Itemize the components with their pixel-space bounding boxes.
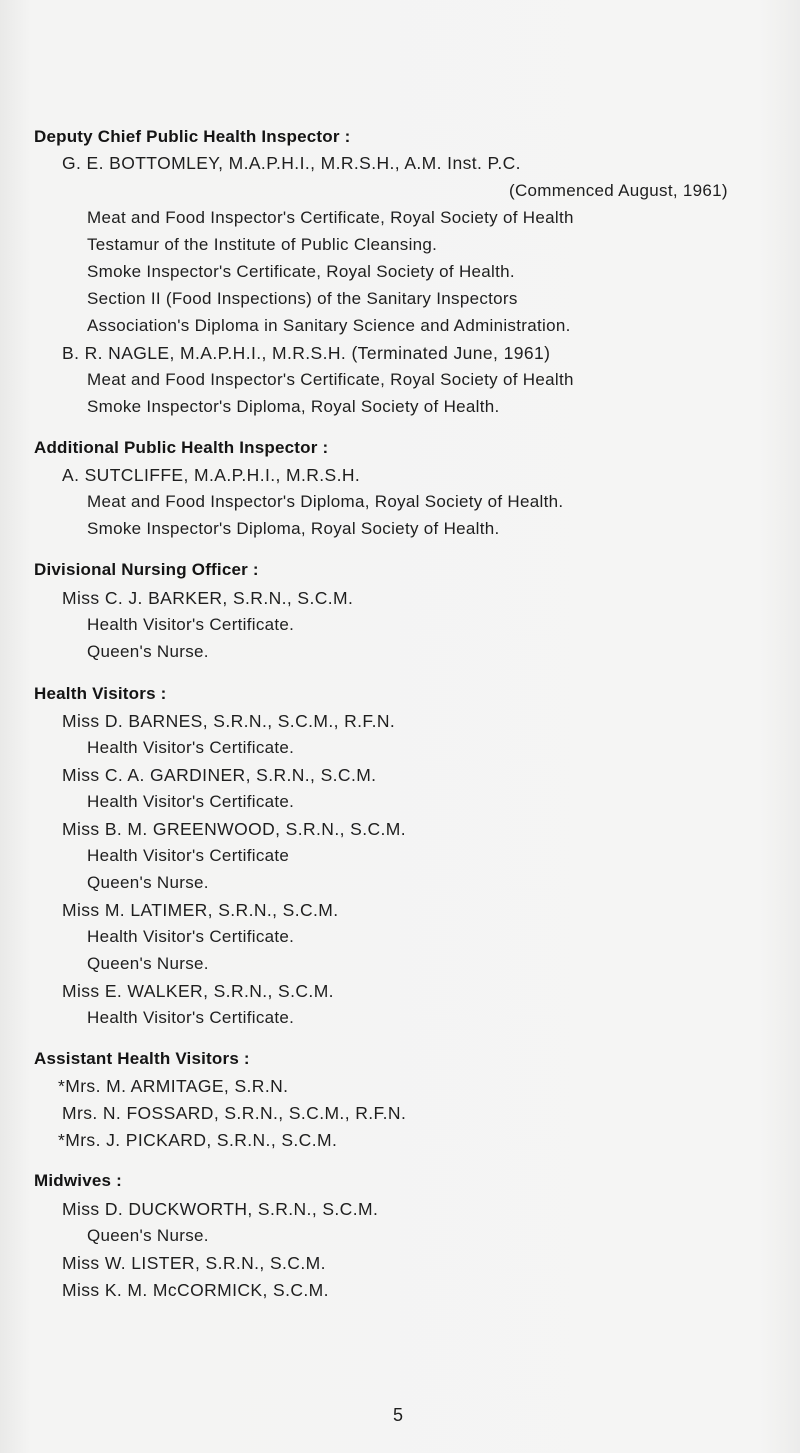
- staff-name: Mrs. N. FOSSARD, S.R.N., S.C.M., R.F.N.: [62, 1103, 407, 1123]
- staff-name: Miss E. WALKER, S.R.N., S.C.M.: [62, 981, 334, 1001]
- staff-name: Miss D. DUCKWORTH, S.R.N., S.C.M.: [62, 1199, 379, 1219]
- qualification: Association's Diploma in Sanitary Science and Administration.: [87, 316, 571, 335]
- section-heading-deputy-chief: Deputy Chief Public Health Inspector :: [34, 127, 351, 146]
- section-heading-assistant-health-visitors: Assistant Health Visitors :: [34, 1049, 250, 1068]
- staff-name: Miss K. M. McCORMICK, S.C.M.: [62, 1280, 329, 1300]
- staff-name: Miss M. LATIMER, S.R.N., S.C.M.: [62, 900, 339, 920]
- qualification: Section II (Food Inspections) of the Sanitary Inspectors: [87, 289, 518, 308]
- qualification: Testamur of the Institute of Public Cleansing.: [87, 235, 438, 254]
- section-heading-divisional-nursing-officer: Divisional Nursing Officer :: [34, 560, 259, 579]
- section-heading-additional-inspector: Additional Public Health Inspector :: [34, 438, 329, 457]
- staff-name: Miss D. BARNES, S.R.N., S.C.M., R.F.N.: [62, 711, 396, 731]
- qualification: Queen's Nurse.: [87, 873, 209, 892]
- staff-name: G. E. BOTTOMLEY, M.A.P.H.I., M.R.S.H., A.M. Inst. P.C.: [62, 153, 521, 173]
- staff-name: B. R. NAGLE, M.A.P.H.I., M.R.S.H. (Terminated June, 1961): [62, 343, 551, 363]
- qualification: Queen's Nurse.: [87, 1226, 209, 1245]
- qualification: Health Visitor's Certificate.: [87, 1008, 295, 1027]
- staff-name: Miss C. A. GARDINER, S.R.N., S.C.M.: [62, 765, 377, 785]
- section-heading-health-visitors: Health Visitors :: [34, 684, 167, 703]
- qualification: Health Visitor's Certificate.: [87, 738, 295, 757]
- staff-name: Miss C. J. BARKER, S.R.N., S.C.M.: [62, 588, 354, 608]
- qualification: Meat and Food Inspector's Certificate, Royal Society of Health: [87, 370, 574, 389]
- qualification: Smoke Inspector's Certificate, Royal Society of Health.: [87, 262, 515, 281]
- staff-name: A. SUTCLIFFE, M.A.P.H.I., M.R.S.H.: [62, 465, 361, 485]
- qualification: Smoke Inspector's Diploma, Royal Society of Health.: [87, 397, 500, 416]
- staff-name: *Mrs. J. PICKARD, S.R.N., S.C.M.: [58, 1130, 338, 1150]
- staff-name: *Mrs. M. ARMITAGE, S.R.N.: [58, 1076, 289, 1096]
- qualification: Smoke Inspector's Diploma, Royal Society of Health.: [87, 519, 500, 538]
- qualification: Health Visitor's Certificate.: [87, 927, 295, 946]
- qualification: Health Visitor's Certificate: [87, 846, 290, 865]
- qualification: Meat and Food Inspector's Certificate, Royal Society of Health: [87, 208, 574, 227]
- qualification: Health Visitor's Certificate.: [87, 615, 295, 634]
- section-heading-midwives: Midwives :: [34, 1171, 122, 1190]
- staff-name: Miss B. M. GREENWOOD, S.R.N., S.C.M.: [62, 819, 406, 839]
- staff-name: Miss W. LISTER, S.R.N., S.C.M.: [62, 1253, 326, 1273]
- qualification: Health Visitor's Certificate.: [87, 792, 295, 811]
- service-dates: (Commenced August, 1961): [509, 181, 728, 200]
- qualification: Queen's Nurse.: [87, 954, 209, 973]
- qualification: Queen's Nurse.: [87, 642, 209, 661]
- page-number: 5: [393, 1405, 404, 1425]
- qualification: Meat and Food Inspector's Diploma, Royal Society of Health.: [87, 492, 564, 511]
